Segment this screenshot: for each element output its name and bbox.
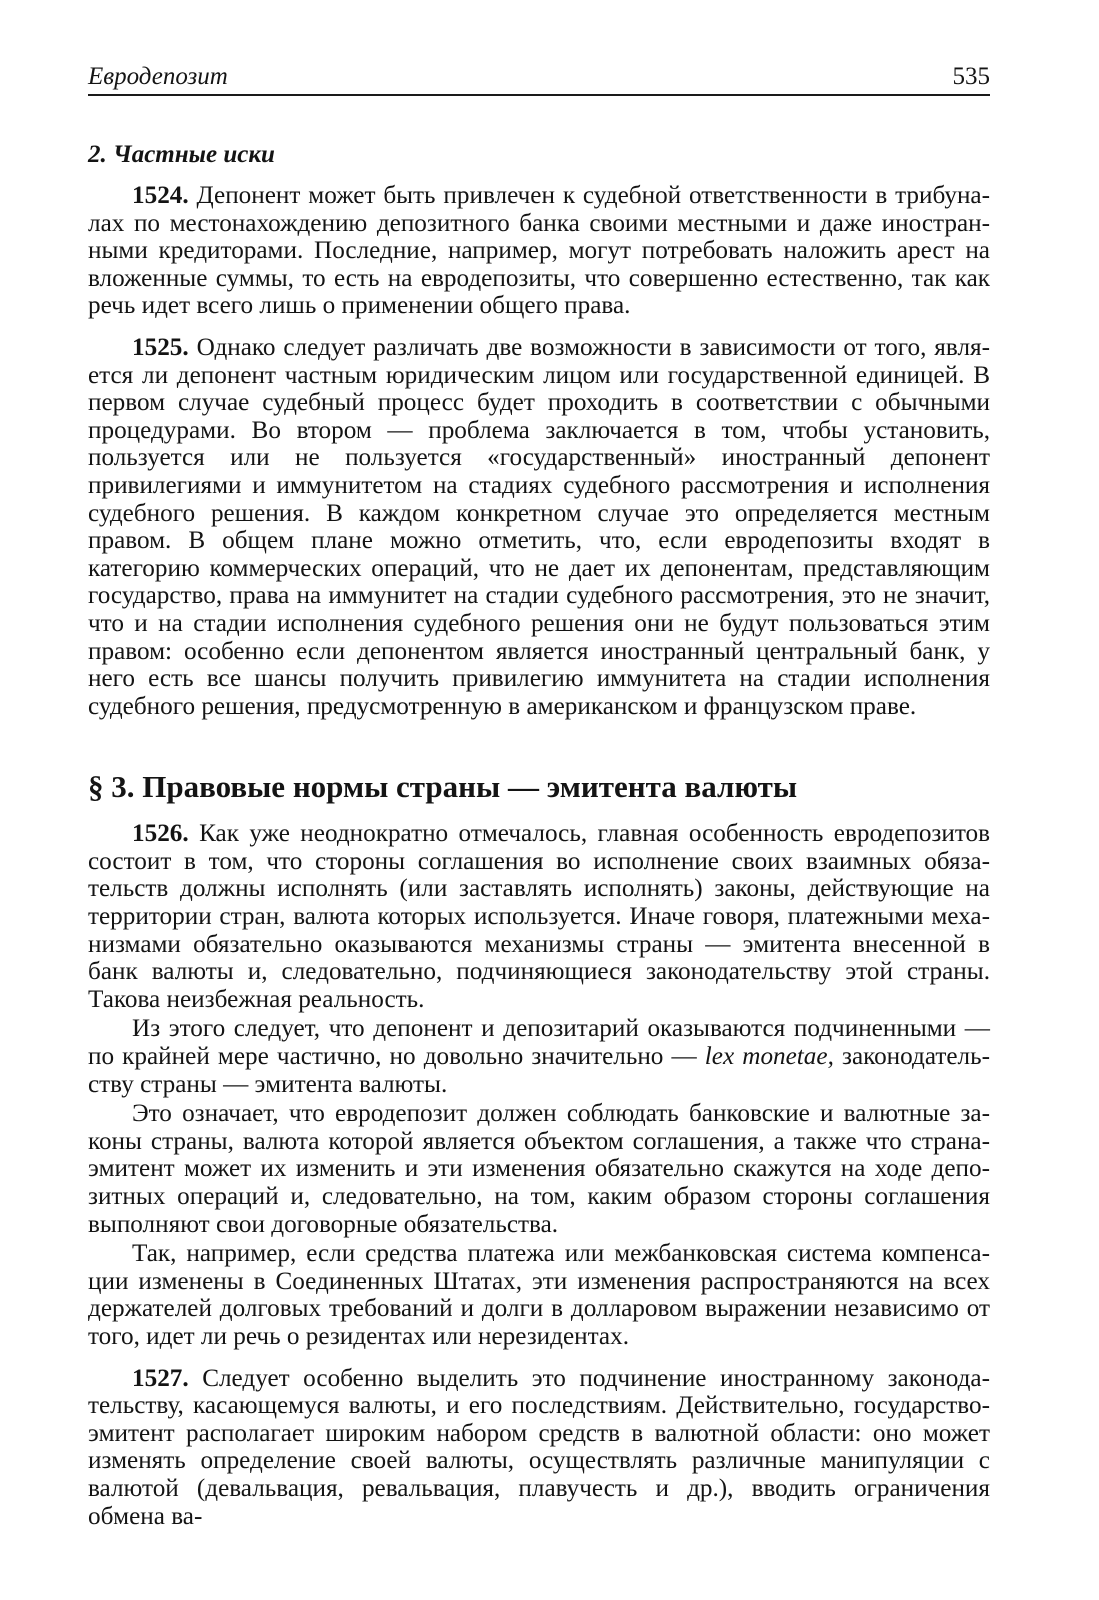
section-heading-currency-law: § 3. Правовые нормы страны — эмитента валюты <box>88 769 798 805</box>
paragraph-text: Депонент может быть привлечен к судебной ответственности в трибуналах по местонахождению депозитного банка своими местными и даже иностранными кредиторами. Последние, например, могут потребовать наложить арест на вложенные суммы, то есть на евродепозиты, что совершенно естественно, так как речь идет всего лишь о применении общего права. <box>88 182 990 320</box>
paragraph-text: законодательству страны — эмитента валюты. <box>88 1043 990 1098</box>
latin-term: lex monetae, <box>704 1043 834 1071</box>
paragraph-number: 1527. <box>132 1364 189 1392</box>
paragraph-1524 <box>88 182 990 320</box>
paragraph-lex-monetae <box>88 1015 990 1098</box>
paragraph-1527 <box>88 1365 990 1531</box>
paragraph-1526 <box>88 820 990 1013</box>
paragraph-text: Из этого следует, что депонент и депозитарий оказываются подчиненными — по крайней мере частично, но довольно значительно — <box>88 1015 990 1071</box>
paragraph-number: 1526. <box>132 820 189 848</box>
paragraph-number: 1524. <box>132 182 189 209</box>
paragraph-1525 <box>88 334 990 720</box>
book-page <box>88 58 990 1530</box>
paragraph-text: Однако следует различать две возможности в зависимости от того, является ли депонент частным юридическим лицом или государственной единицей. В первом случае судебный процесс будет проходить в соответствии с обычными процедурами. Во втором — проблема заключается в том, чтобы установить, пользуется или не пользуется «государственный» иностранный депонент привилегиями и иммунитетом на стадиях судебного рассмотрения и исполнения судебного решения. В каждом конкретном случае это определяется местным правом. В общем плане можно отметить, что, если евродепозиты входят в категорию коммерческих операций, что не дает их депонентам, представляющим государство, права на иммунитет на стадии судебного рассмотрения, это не значит, что и на стадии исполнения судебного решения они не будут пользоваться этим правом: особенно если депонентом является иностранный центральный банк, у него есть все шансы получить привилегию иммунитета на стадии исполнения судебного решения, предусмотренную в американском и французском праве. <box>88 333 990 720</box>
page-number: 535 <box>952 63 990 90</box>
paragraph-text: Как уже неоднократно отмечалось, главная особенность евродепозитов состоит в том, что стороны соглашения во исполнение своих взаимных обязательств должны исполнять (или заставлять исполнять) законы, действующие на территории стран, валюта которых используется. Иначе говоря, платежными механизмами обязательно оказываются механизмы страны — эмитента внесенной в банк валюты и, следовательно, подчиняющиеся законодательству этой страны. Такова неизбежная реальность. <box>88 820 990 1013</box>
paragraph-eurodeposit-laws: Это означает, что евродепозит должен соблюдать банковские и валютные законы страны, валюта которой является объектом соглашения, а также что страна-эмитент может их изменить и эти изменения обязательно скажутся на ходе депозитных операций и, следовательно, на том, каким образом стороны соглашения выполняют свои договорные обязательства. <box>88 1100 990 1238</box>
paragraph-text: Следует особенно выделить это подчинение иностранному законодательству, касающемуся валюты, и его последствиям. Действительно, государство-эмитент располагает широким набором средств в валютной области: оно может изменять определение своей валюты, осуществлять различные манипуляции с валютой (девальвация, ревальвация, плавучесть и др.), вводить ограничения обмена ва- <box>88 1364 990 1530</box>
running-title: Евродепозит <box>88 63 228 90</box>
subsection-heading-private-claims: 2. Частные иски <box>88 141 275 168</box>
paragraph-number: 1525. <box>132 333 189 361</box>
running-header <box>88 58 990 96</box>
paragraph-us-example: Так, например, если средства платежа или межбанковская система компенсации изменены в Соединенных Штатах, эти изменения распространяются на всех держателей долговых требований и долги в долларовом выражении независимо от того, идет ли речь о резидентах или нерезидентах. <box>88 1240 990 1350</box>
